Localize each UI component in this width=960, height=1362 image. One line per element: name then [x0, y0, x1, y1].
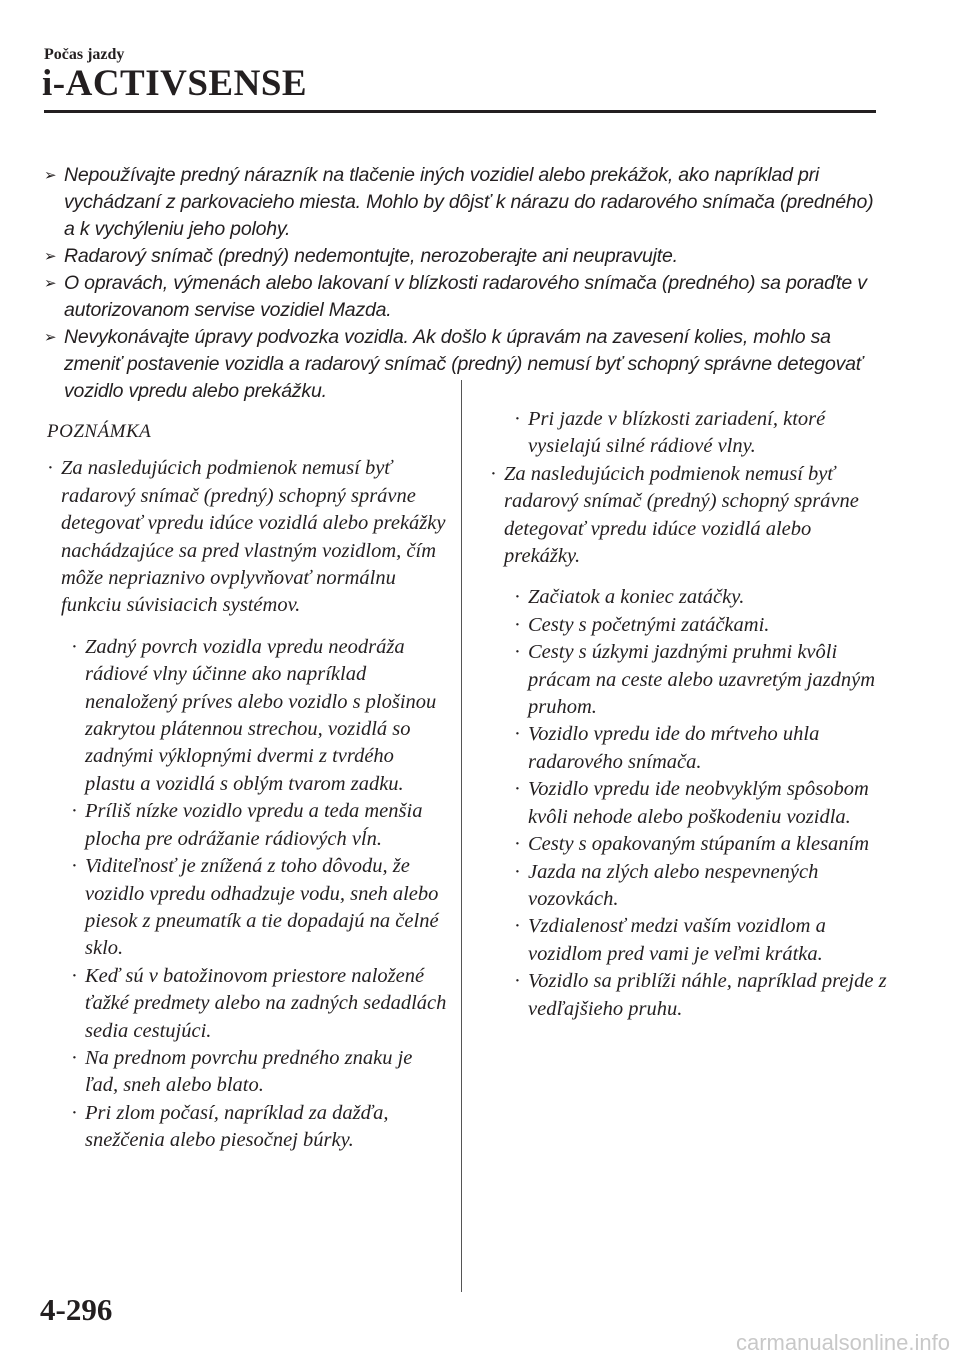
header-rule	[44, 110, 876, 113]
list-item: · Vzdialenosť medzi vaším vozidlom a vozidlom pred vami je veľmi krátka.	[514, 915, 826, 965]
list-item: · Keď sú v batožinovom priestore naložené ťažké predmety alebo na zadných sedadlách sedia cestujúci.	[71, 964, 447, 1042]
list-item: · Jazda na zlých alebo nespevnených vozovkách.	[514, 860, 819, 910]
warning-text: Radarový snímač (predný) nedemontujte, nerozoberajte ani neupravujte.	[64, 245, 678, 267]
arrow-bullet-icon: ➢	[44, 167, 57, 184]
list-item: · Zadný povrch vozidla vpredu neodráža rádiové vlny účinne ako napríklad nenaložený príves alebo vozidlo s plošinou zakrytou plátennou strechou, vozidlá so zadnými výklopnými dvermi z tvrdého plastu a vozidlá s oblým tvarom zadku.	[71, 635, 437, 795]
note-intro: · Za nasledujúcich podmienok nemusí byť radarový snímač (predný) schopný správne detegovať vpredu idúce vozidlá alebo prekážky nachádzajúce sa pred vlastným vozidlom, čím môže nepriaznivo ovplyvňovať normálnu funkciu súvisiacich systémov.	[47, 457, 446, 617]
warning-text: O opravách, výmenách alebo lakovaní v blízkosti radarového snímača (predného) sa poraďte v autorizovanom servise vozidiel Mazda.	[64, 272, 867, 321]
section-label: Počas jazdy	[44, 46, 125, 63]
note-label: POZNÁMKA	[47, 421, 152, 442]
warning-item	[44, 162, 876, 243]
list-item: · Na prednom povrchu predného znaku je ľad, sneh alebo blato.	[71, 1046, 413, 1097]
warning-text: Nepoužívajte predný nárazník na tlačenie iných vozidiel alebo prekážok, ako napríklad pri vychádzaní z parkovacieho miesta. Mohlo by dôjsť k nárazu do radarového snímača (predného) a k vychýleniu jeho polohy.	[64, 164, 874, 240]
list-item: · Vozidlo vpredu ide neobvyklým spôsobom kvôli nehode alebo poškodeniu vozidla.	[514, 778, 869, 828]
arrow-bullet-icon: ➢	[44, 275, 57, 292]
warning-text: Nevykonávajte úpravy podvozka vozidla. Ak došlo k úpravám na zavesení kolies, mohlo sa zmeniť postavenie vozidla a radarový snímač (predný) nemusí byť schopný správne detegovať vozidlo vpredu alebo prekážku.	[64, 326, 863, 402]
note-intro: · Za nasledujúcich podmienok nemusí byť radarový snímač (predný) schopný správne detegovať vpredu idúce vozidlá alebo prekážky.	[490, 462, 859, 568]
page-title: i-ACTIVSENSE	[42, 63, 308, 104]
list-item: · Pri jazde v blízkosti zariadení, ktoré vysielajú silné rádiové vlny.	[514, 408, 826, 458]
list-item: · Cesty s opakovaným stúpaním a klesaním	[514, 833, 870, 856]
watermark: carmanualsonline.info	[735, 1330, 950, 1355]
column-divider	[461, 380, 462, 1292]
note-left-column	[47, 418, 447, 1155]
warning-item	[44, 270, 876, 324]
arrow-bullet-icon: ➢	[44, 329, 57, 346]
list-item: · Vozidlo vpredu ide do mŕtveho uhla radarového snímača.	[514, 723, 820, 773]
list-item: · Vozidlo sa priblíži náhle, napríklad prejde z vedľajšieho pruhu.	[514, 970, 887, 1020]
list-item: · Pri zlom počasí, napríklad za dažďa, snežčenia alebo piesočnej búrky.	[71, 1101, 389, 1152]
note-right-column	[490, 406, 890, 1023]
list-item: · Viditeľnosť je znížená z toho dôvodu, že vozidlo vpredu odhadzuje vodu, sneh alebo piesok z pneumatík a tie dopadajú na čelné sklo.	[71, 855, 439, 960]
warning-list	[44, 162, 876, 405]
warning-item	[44, 243, 876, 270]
list-item: · Začiatok a koniec zatáčky.	[514, 586, 745, 609]
list-item: · Príliš nízke vozidlo vpredu a teda menšia plocha pre odrážanie rádiových vĺn.	[71, 800, 423, 850]
page-number: 4-296	[40, 1292, 113, 1327]
list-item: · Cesty s početnými zatáčkami.	[514, 613, 770, 636]
warning-item	[44, 324, 876, 405]
arrow-bullet-icon: ➢	[44, 248, 57, 265]
list-item: · Cesty s úzkymi jazdnými pruhmi kvôli prácam na ceste alebo uzavretým jazdným pruhom.	[514, 641, 876, 719]
